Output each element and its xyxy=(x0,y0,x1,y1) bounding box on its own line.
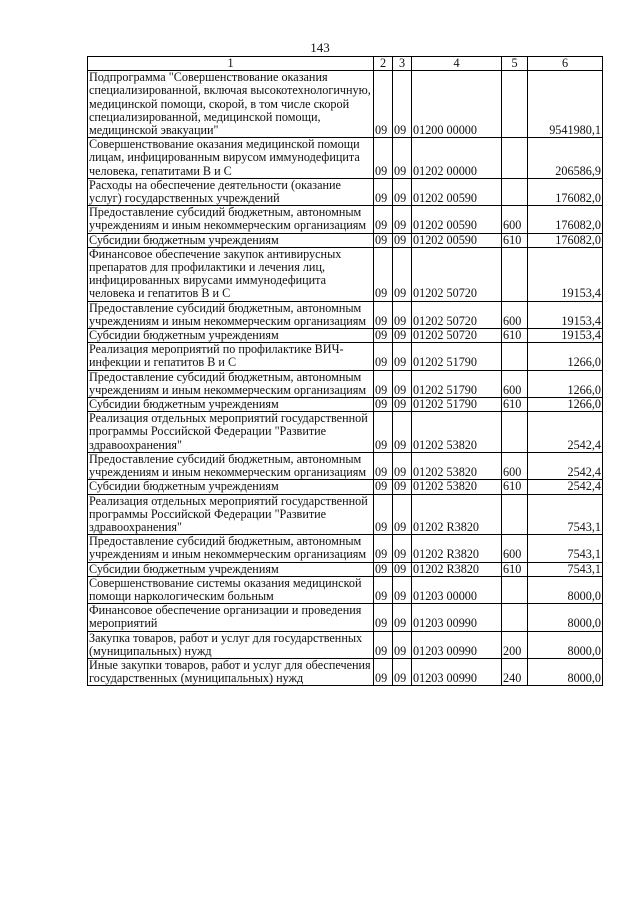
row-amount-cell: 7543,1 xyxy=(528,562,603,576)
row-target-article-cell: 01202 51790 xyxy=(412,398,502,412)
row-subsection-cell: 09 xyxy=(393,301,412,328)
row-subsection-cell: 09 xyxy=(393,658,412,685)
row-expense-type-cell xyxy=(502,71,528,138)
row-section-cell: 09 xyxy=(374,412,393,453)
row-amount-cell: 1266,0 xyxy=(528,398,603,412)
row-name-cell: Предоставление субсидий бюджетным, автономным учреждениям и иным некоммерческим организациям xyxy=(88,452,374,479)
header-col-3: 3 xyxy=(393,57,412,71)
row-amount-cell: 8000,0 xyxy=(528,631,603,658)
row-section-cell: 09 xyxy=(374,178,393,205)
row-target-article-cell: 01200 00000 xyxy=(412,71,502,138)
row-expense-type-cell xyxy=(502,247,528,301)
row-target-article-cell: 01203 00990 xyxy=(412,658,502,685)
row-target-article-cell: 01203 00990 xyxy=(412,604,502,631)
row-target-article-cell: 01202 53820 xyxy=(412,452,502,479)
row-subsection-cell: 09 xyxy=(393,480,412,494)
table-row xyxy=(88,480,603,494)
table-row xyxy=(88,398,603,412)
row-amount-cell: 1266,0 xyxy=(528,370,603,397)
table-row xyxy=(88,412,603,453)
row-section-cell: 09 xyxy=(374,631,393,658)
row-subsection-cell: 09 xyxy=(393,370,412,397)
row-target-article-cell: 01202 53820 xyxy=(412,480,502,494)
table-row xyxy=(88,233,603,247)
table-row xyxy=(88,658,603,685)
row-section-cell: 09 xyxy=(374,452,393,479)
row-section-cell: 09 xyxy=(374,247,393,301)
page-number: 143 xyxy=(310,40,330,55)
row-expense-type-cell: 240 xyxy=(502,658,528,685)
row-subsection-cell: 09 xyxy=(393,233,412,247)
row-section-cell: 09 xyxy=(374,398,393,412)
row-name-cell: Субсидии бюджетным учреждениям xyxy=(88,562,374,576)
table-row xyxy=(88,138,603,179)
row-subsection-cell: 09 xyxy=(393,576,412,603)
row-expense-type-cell: 610 xyxy=(502,480,528,494)
row-expense-type-cell xyxy=(502,178,528,205)
row-subsection-cell: 09 xyxy=(393,343,412,370)
row-name-cell: Реализация отдельных мероприятий государственной программы Российской Федерации "Развитие здравоохранения" xyxy=(88,412,374,453)
table-row xyxy=(88,247,603,301)
row-amount-cell: 8000,0 xyxy=(528,604,603,631)
row-amount-cell: 2542,4 xyxy=(528,452,603,479)
row-target-article-cell: 01202 R3820 xyxy=(412,562,502,576)
table-row xyxy=(88,494,603,535)
row-subsection-cell: 09 xyxy=(393,247,412,301)
row-name-cell: Финансовое обеспечение закупок антивирусных препаратов для профилактики и лечения лиц, инфицированных вирусами иммунодефицита человека и гепатитов В и С xyxy=(88,247,374,301)
table-row xyxy=(88,301,603,328)
row-section-cell: 09 xyxy=(374,535,393,562)
row-target-article-cell: 01202 00590 xyxy=(412,233,502,247)
row-name-cell: Совершенствование оказания медицинской помощи лицам, инфицированным вирусом иммунодефицита человека, гепатитами В и С xyxy=(88,138,374,179)
row-name-cell: Предоставление субсидий бюджетным, автономным учреждениям и иным некоммерческим организациям xyxy=(88,370,374,397)
row-amount-cell: 176082,0 xyxy=(528,206,603,233)
row-subsection-cell: 09 xyxy=(393,494,412,535)
table-header-row xyxy=(88,57,603,71)
row-amount-cell: 176082,0 xyxy=(528,233,603,247)
row-amount-cell: 2542,4 xyxy=(528,412,603,453)
row-name-cell: Предоставление субсидий бюджетным, автономным учреждениям и иным некоммерческим организациям xyxy=(88,206,374,233)
row-amount-cell: 176082,0 xyxy=(528,178,603,205)
row-subsection-cell: 09 xyxy=(393,562,412,576)
table-row xyxy=(88,329,603,343)
row-subsection-cell: 09 xyxy=(393,398,412,412)
row-expense-type-cell: 600 xyxy=(502,206,528,233)
header-col-4: 4 xyxy=(412,57,502,71)
row-expense-type-cell xyxy=(502,494,528,535)
row-target-article-cell: 01202 51790 xyxy=(412,370,502,397)
row-expense-type-cell: 610 xyxy=(502,329,528,343)
row-target-article-cell: 01202 50720 xyxy=(412,301,502,328)
row-target-article-cell: 01202 00590 xyxy=(412,178,502,205)
row-section-cell: 09 xyxy=(374,301,393,328)
table-row xyxy=(88,370,603,397)
row-target-article-cell: 01202 00590 xyxy=(412,206,502,233)
row-target-article-cell: 01202 50720 xyxy=(412,247,502,301)
budget-table xyxy=(87,56,603,686)
row-amount-cell: 7543,1 xyxy=(528,535,603,562)
row-expense-type-cell xyxy=(502,604,528,631)
row-section-cell: 09 xyxy=(374,71,393,138)
row-target-article-cell: 01202 R3820 xyxy=(412,535,502,562)
row-subsection-cell: 09 xyxy=(393,535,412,562)
row-expense-type-cell: 610 xyxy=(502,233,528,247)
table-row xyxy=(88,631,603,658)
row-name-cell: Предоставление субсидий бюджетным, автономным учреждениям и иным некоммерческим организациям xyxy=(88,535,374,562)
table-row xyxy=(88,535,603,562)
row-section-cell: 09 xyxy=(374,329,393,343)
table-row xyxy=(88,178,603,205)
row-subsection-cell: 09 xyxy=(393,604,412,631)
row-name-cell: Расходы на обеспечение деятельности (оказание услуг) государственных учреждений xyxy=(88,178,374,205)
row-name-cell: Иные закупки товаров, работ и услуг для обеспечения государственных (муниципальных) нужд xyxy=(88,658,374,685)
row-amount-cell: 19153,4 xyxy=(528,247,603,301)
row-expense-type-cell: 600 xyxy=(502,370,528,397)
row-name-cell: Реализация отдельных мероприятий государственной программы Российской Федерации "Развитие здравоохранения" xyxy=(88,494,374,535)
table-row xyxy=(88,604,603,631)
row-section-cell: 09 xyxy=(374,658,393,685)
row-expense-type-cell: 610 xyxy=(502,398,528,412)
header-col-6: 6 xyxy=(528,57,603,71)
row-section-cell: 09 xyxy=(374,206,393,233)
row-expense-type-cell xyxy=(502,412,528,453)
row-name-cell: Субсидии бюджетным учреждениям xyxy=(88,329,374,343)
row-expense-type-cell: 200 xyxy=(502,631,528,658)
row-expense-type-cell: 600 xyxy=(502,301,528,328)
row-target-article-cell: 01202 50720 xyxy=(412,329,502,343)
row-target-article-cell: 01202 51790 xyxy=(412,343,502,370)
table-row xyxy=(88,206,603,233)
row-section-cell: 09 xyxy=(374,233,393,247)
row-expense-type-cell xyxy=(502,576,528,603)
row-section-cell: 09 xyxy=(374,138,393,179)
row-subsection-cell: 09 xyxy=(393,178,412,205)
header-col-1: 1 xyxy=(88,57,374,71)
row-target-article-cell: 01202 00000 xyxy=(412,138,502,179)
header-col-2: 2 xyxy=(374,57,393,71)
row-section-cell: 09 xyxy=(374,370,393,397)
row-amount-cell: 8000,0 xyxy=(528,658,603,685)
row-section-cell: 09 xyxy=(374,604,393,631)
row-subsection-cell: 09 xyxy=(393,452,412,479)
row-name-cell: Совершенствование системы оказания медицинской помощи наркологическим больным xyxy=(88,576,374,603)
row-amount-cell: 2542,4 xyxy=(528,480,603,494)
row-amount-cell: 7543,1 xyxy=(528,494,603,535)
row-expense-type-cell: 610 xyxy=(502,562,528,576)
row-expense-type-cell: 600 xyxy=(502,535,528,562)
row-subsection-cell: 09 xyxy=(393,631,412,658)
row-amount-cell: 206586,9 xyxy=(528,138,603,179)
row-section-cell: 09 xyxy=(374,343,393,370)
table-row xyxy=(88,343,603,370)
row-subsection-cell: 09 xyxy=(393,206,412,233)
table-row xyxy=(88,71,603,138)
table-row xyxy=(88,452,603,479)
row-subsection-cell: 09 xyxy=(393,71,412,138)
row-name-cell: Предоставление субсидий бюджетным, автономным учреждениям и иным некоммерческим организациям xyxy=(88,301,374,328)
row-name-cell: Закупка товаров, работ и услуг для государственных (муниципальных) нужд xyxy=(88,631,374,658)
row-expense-type-cell xyxy=(502,138,528,179)
row-target-article-cell: 01203 00000 xyxy=(412,576,502,603)
row-name-cell: Подпрограмма "Совершенствование оказания специализированной, включая высокотехнологичную, медицинской помощи, скорой, в том числе скорой специализированной, медицинской помощи, медицинской эвакуации" xyxy=(88,71,374,138)
header-col-5: 5 xyxy=(502,57,528,71)
row-amount-cell: 1266,0 xyxy=(528,343,603,370)
row-name-cell: Субсидии бюджетным учреждениям xyxy=(88,233,374,247)
row-name-cell: Субсидии бюджетным учреждениям xyxy=(88,480,374,494)
row-name-cell: Субсидии бюджетным учреждениям xyxy=(88,398,374,412)
row-target-article-cell: 01202 53820 xyxy=(412,412,502,453)
table-row xyxy=(88,576,603,603)
row-subsection-cell: 09 xyxy=(393,329,412,343)
row-amount-cell: 9541980,1 xyxy=(528,71,603,138)
row-subsection-cell: 09 xyxy=(393,412,412,453)
row-section-cell: 09 xyxy=(374,576,393,603)
row-amount-cell: 19153,4 xyxy=(528,301,603,328)
row-target-article-cell: 01203 00990 xyxy=(412,631,502,658)
row-section-cell: 09 xyxy=(374,562,393,576)
row-target-article-cell: 01202 R3820 xyxy=(412,494,502,535)
row-name-cell: Финансовое обеспечение организации и проведения мероприятий xyxy=(88,604,374,631)
row-subsection-cell: 09 xyxy=(393,138,412,179)
row-name-cell: Реализация мероприятий по профилактике ВИЧ-инфекции и гепатитов В и С xyxy=(88,343,374,370)
row-section-cell: 09 xyxy=(374,494,393,535)
row-amount-cell: 8000,0 xyxy=(528,576,603,603)
row-section-cell: 09 xyxy=(374,480,393,494)
table-row xyxy=(88,562,603,576)
row-expense-type-cell: 600 xyxy=(502,452,528,479)
row-amount-cell: 19153,4 xyxy=(528,329,603,343)
row-expense-type-cell xyxy=(502,343,528,370)
